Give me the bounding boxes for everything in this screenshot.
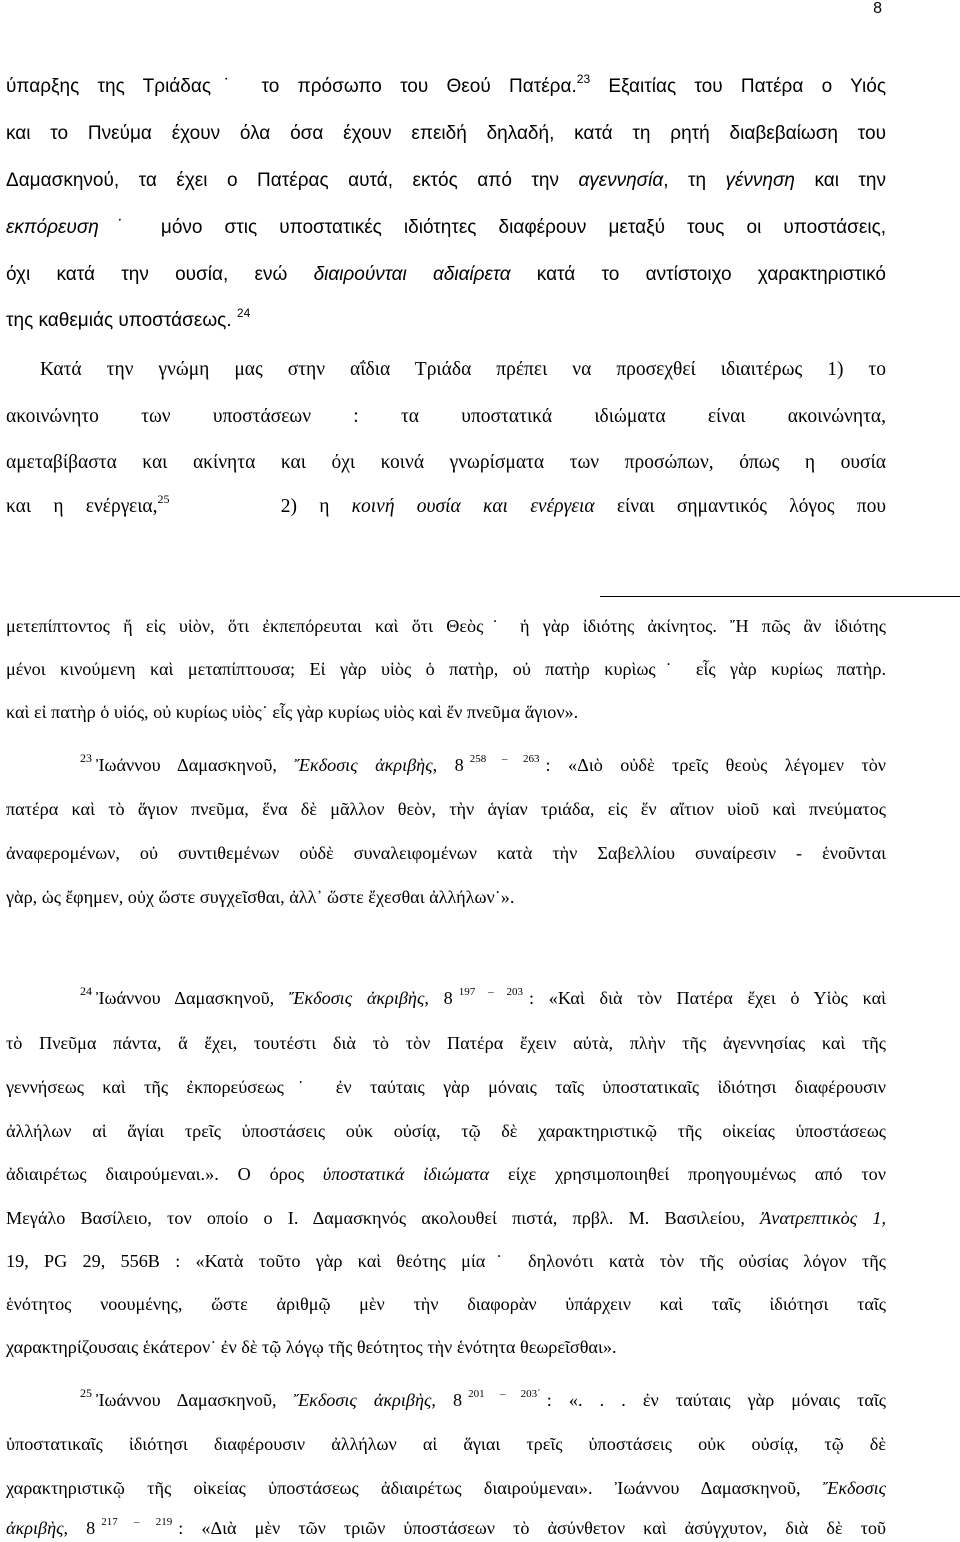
footnote-line: ὑποστατικαῖς ἰδιότησι διαφέρουσιν ἀλλήλων αἱ ἅγιαι τρεῖς ὑποστάσεις οὐκ οὐσίᾳ, τῷ δὲ <box>6 1434 886 1454</box>
footnote-25: $^{25}$ Ἰωάννου Δαμασκηνοῦ, Ἔκδοσις ἀκριβὴς, 8 $^{201 - 203΄}$ : «. . . ἐν ταύταις γὰρ μόναις ταῖς <box>80 1386 886 1410</box>
body-line: αμεταβίβαστα και ακίνητα και όχι κοινά γνωρίσματα των προσώπων, όπως η ουσία <box>6 452 886 473</box>
body-line: ακοινώνητο των υποστάσεων : τα υποστατικά ιδιώματα είναι ακοινώνητα, <box>6 406 886 427</box>
footnote-ref-24[interactable]: 24 <box>236 306 251 320</box>
body-line: όχι κατά την ουσία, ενώ διαιρούνται αδιαίρετα κατά το αντίστοιχο χαρακτηριστικό <box>6 264 886 285</box>
body-line: Δαμασκηνού, τα έχει ο Πατέρας αυτά, εκτός από την αγεννησία, τη γέννηση και την <box>6 170 886 191</box>
footnote-line: γὰρ, ὡς ἔφημεν, οὐχ ὥστε συγχεῖσθαι, ἀλλ᾽ ὥστε ἔχεσθαι ἀλλήλων˙». <box>6 887 515 907</box>
body-line: ύπαρξης της Τριάδας˙ το πρόσωπο του Θεού Πατέρα.$^{23}$ Εξαιτίας του Πατέρα ο Υιός <box>6 72 886 97</box>
footnote-separator <box>600 596 960 597</box>
body-line: και το Πνεύμα έχουν όλα όσα έχουν επειδή δηλαδή, κατά τη ρητή διαβεβαίωση του <box>6 123 886 144</box>
footnote-line: χαρακτηριστικῷ τῆς οἰκείας ὑποστάσεως ἀδιαιρέτως διαιρούμεναι». Ἰωάννου Δαμασκηνοῦ, Ἔκδοσις <box>6 1478 886 1498</box>
footnote-line: γεννήσεως καὶ τῆς ἐκπορεύσεως˙ ἐν ταύταις γὰρ μόναις ταῖς ὑποστατικαῖς ἰδιότησι διαφέρουσιν <box>6 1077 886 1097</box>
footnote-line: ἀναφερομένων, οὐ συντιθεμένων οὐδὲ συναλειφομένων κατὰ τὴν Σαβελλίου συναίρεσιν - ἑνοῦνται <box>6 843 886 863</box>
body-line: και η ενέργεια,$^{25}$ 2) η κοινή ουσία και ενέργεια είναι σημαντικός λόγος που <box>6 492 886 517</box>
footnote-mark: 25 <box>80 1386 92 1400</box>
footnote-line: ἑνότητος νοουμένης, ὥστε ἀριθμῷ μὲν τὴν διαφορὰν ὑπάρχειν καὶ ταῖς ἰδιότησι ταῖς <box>6 1294 886 1314</box>
footnote-ref-25[interactable]: 25 <box>157 492 170 506</box>
footnote-line: μένοι κινούμενη καὶ μεταπίπτουσα; Εἰ γὰρ υἱὸς ὁ πατὴρ, οὐ πατὴρ κυρὶως˙ εἷς γὰρ κυρίως πατὴρ. <box>6 659 886 679</box>
page-number: 8 <box>873 0 882 17</box>
footnote-mark: 23 <box>80 751 92 765</box>
footnote-mark: 24 <box>80 984 92 998</box>
body-line: εκπόρευση˙ μόνο στις υποστατικές ιδιότητες διαφέρουν μεταξύ τους οι υποστάσεις, <box>6 217 886 238</box>
footnote-line: τὸ Πνεῦμα πάντα, ἅ ἔχει, τουτέστι διὰ τὸ τὸν Πατέρα ἔχειν αὐτὰ, πλὴν τῆς ἀγεννησίας καὶ τῆς <box>6 1033 886 1053</box>
body-line: της καθεμιάς υποστάσεως. $^{24}$ <box>6 306 251 331</box>
footnote-line: ἀλλήλων αἱ ἅγίαι τρεῖς ὑποστάσεις οὐκ οὐσίᾳ, τῷ δὲ χαρακτηριστικῷ τῆς οἰκείας ὑποστάσεως <box>6 1121 886 1141</box>
footnote-line: Μεγάλο Βασίλειο, τον οποίο ο Ι. Δαμασκηνός ακολουθεί πιστά, πρβλ. Μ. Βασιλείου, Ἀνατρεπτικὸς 1, <box>6 1208 887 1228</box>
footnote-line: μετεπίπτοντος ἤ εἰς υἱὸν, ὅτι ἐκπεπόρευται καὶ ὅτι Θεὸς˙ ἡ γὰρ ἰδιότης ἀκίνητος. Ἤ πῶς ἂν ἰδιότης <box>6 616 886 636</box>
footnote-line: ἀδιαιρέτως διαιρούμεναι.». Ο όρος ὑποστατικά ἰδιώματα είχε χρησιμοποιηθεί προηγουμένως από τον <box>6 1164 886 1184</box>
footnote-line: καὶ εἰ πατὴρ ὁ υἱός, οὐ κυρίως υἱὸς˙ εἷς γὰρ κυρίως υἱὸς καὶ ἕν πνεῦμα ἅγιον». <box>6 702 579 722</box>
footnote-line: 19, PG 29, 556B : «Κατὰ τοῦτο γὰρ καὶ θεότης μία˙ δηλονότι κατὰ τὸν τῆς οὐσίας λόγον τῆς <box>6 1251 886 1271</box>
footnote-ref-23[interactable]: 23 <box>576 72 591 86</box>
footnote-line: πατέρα καὶ τὸ ἅγιον πνεῦμα, ἕνα δὲ μᾶλλον θεὸν, τὴν ἁγίαν τριάδα, εἰς ἕν αἴτιον υἱοῦ καὶ πνεύματος <box>6 799 886 819</box>
body-line: Κατά την γνώμη μας στην αΐδια Τριάδα πρέπει να προσεχθεί ιδιαιτέρως 1) το <box>40 359 886 380</box>
footnote-23: $^{23}$ Ἰωάννου Δαμασκηνοῦ, Ἔκδοσις ἀκριβὴς, 8 $^{258 - 263}$ : «Διὸ οὐδὲ τρεῖς θεοὺς λέγομεν τὸν <box>80 751 887 775</box>
footnote-line: ἀκριβὴς, 8 $^{217 - 219}$ : «Διὰ μὲν τῶν τριῶν ὑποστάσεων τὸ ἀσύνθετον καὶ ἀσύγχυτον, διὰ δὲ τοῦ <box>6 1516 886 1538</box>
footnote-24: $^{24}$ Ἰωάννου Δαμασκηνοῦ, Ἔκδοσις ἀκριβὴς, 8 $^{197 - 203}$ : «Καὶ διὰ τὸν Πατέρα ἔχει ὁ Υἱὸς καὶ <box>80 984 887 1008</box>
footnote-line: χαρακτηρίζουσαις ἑκάτερον˙ ἐν δὲ τῷ λόγῳ τῆς θεότητος τὴν ἑνότητα θεωρεῖσθαι». <box>6 1337 617 1357</box>
